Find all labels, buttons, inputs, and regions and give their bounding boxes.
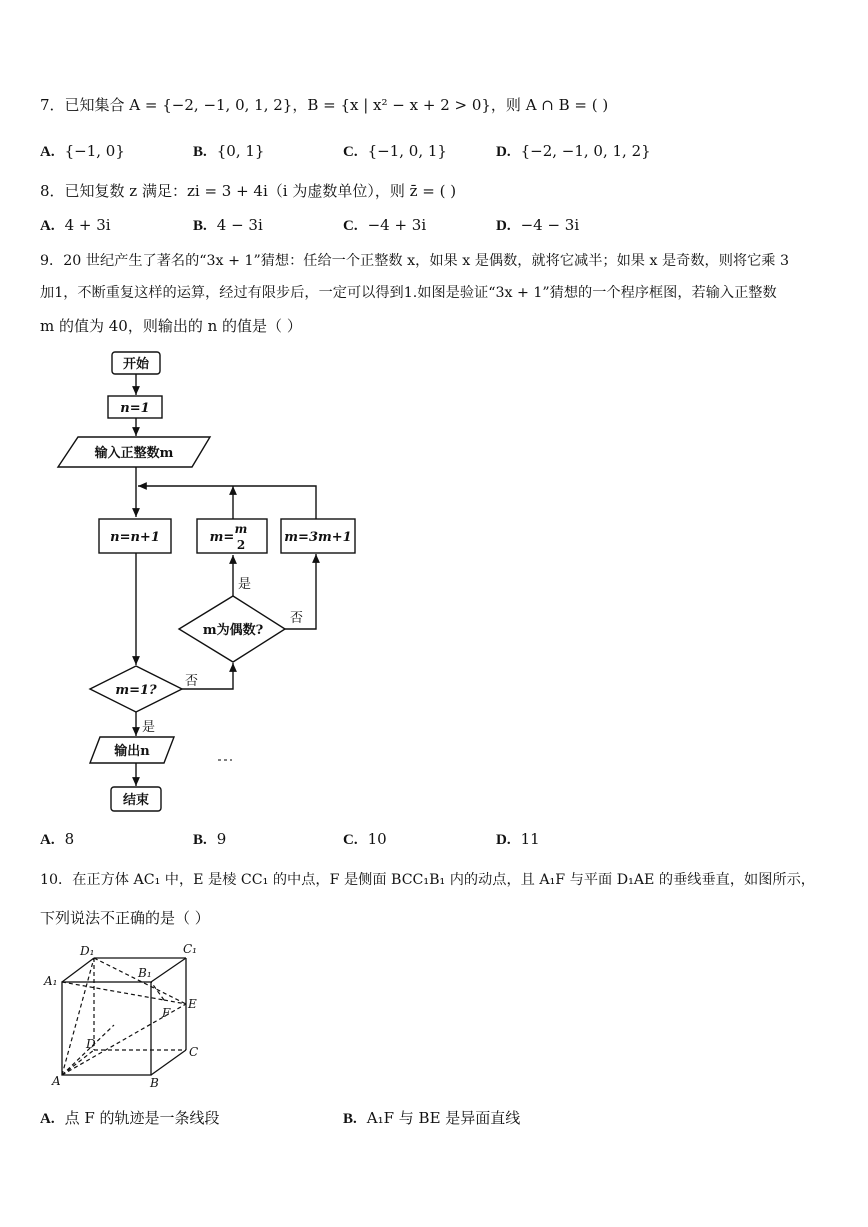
cube-label-a: A (52, 1074, 61, 1088)
flow-triple-label: m=3m+1 (284, 530, 352, 545)
q10-cube-figure (0, 935, 220, 1090)
flow-output-label: 输出n (114, 744, 150, 759)
cube-label-d1: D₁ (80, 944, 95, 958)
q10-stem-line1: 10．在正方体 AC₁ 中，E 是棱 CC₁ 的中点，F 是侧面 BCC₁B₁ 内的动点，且 A₁F 与平面 D₁AE 的垂线垂直，如图所示， (40, 872, 815, 888)
q10-option-a: A. 点 F 的轨迹是一条线段 (40, 1109, 220, 1127)
q8-option-d: D. −4 − 3i (496, 216, 580, 234)
q7-option-a: A. {−1, 0} (40, 142, 125, 160)
flow-init-label: n=1 (120, 401, 150, 416)
flow-no-even: 否 (290, 611, 304, 626)
cube-label-f: F (162, 1006, 171, 1020)
flow-yes-one: 是 (142, 720, 156, 735)
cube-label-a1: A₁ (44, 974, 58, 988)
q9-flowchart (0, 340, 400, 830)
flow-input-label: 输入正整数m (94, 446, 174, 461)
flow-start-label: 开始 (122, 357, 150, 372)
q9-option-a: A. 8 (40, 830, 75, 848)
cube-label-c1: C₁ (183, 942, 197, 956)
q7-option-c: C. {−1, 0, 1} (343, 142, 447, 160)
q9-option-c: C. 10 (343, 830, 387, 848)
flow-half-lhs: m= (209, 530, 235, 545)
q8-option-a: A. 4 + 3i (40, 216, 111, 234)
flow-even-label: m为偶数? (202, 623, 264, 638)
q7-stem: 7．已知集合 A = {−2, −1, 0, 1, 2}，B = {x | x² − x + 2 > 0}，则 A ∩ B = ( ) (40, 96, 609, 114)
cube-label-d: D (86, 1037, 96, 1051)
q9-stem-line2: 加1，不断重复这样的运算，经过有限步后，一定可以得到1.如图是验证“3x + 1”猜想的一个程序框图，若输入正整数 (40, 285, 777, 301)
cube-label-e: E (188, 997, 197, 1011)
q8-option-c: C. −4 + 3i (343, 216, 427, 234)
flow-one-label: m=1? (115, 683, 157, 698)
q10-stem-line2: 下列说法不正确的是（ ） (40, 909, 210, 927)
flow-inc-label: n=n+1 (110, 530, 160, 545)
cube-label-b1: B₁ (138, 966, 152, 980)
q8-stem: 8．已知复数 z 满足：zi = 3 + 4i（i 为虚数单位），则 z̄ = ( ) (40, 182, 457, 200)
cube-label-c: C (189, 1045, 199, 1059)
flow-end-label: 结束 (122, 793, 150, 808)
q7-option-b: B. {0, 1} (193, 142, 265, 160)
q10-option-b: B. A₁F 与 BE 是异面直线 (343, 1109, 521, 1127)
q9-stem-line1: 9．20 世纪产生了著名的“3x + 1”猜想：任给一个正整数 x，如果 x 是偶数，就将它减半；如果 x 是奇数，则将它乘 3 (40, 253, 790, 269)
flow-half-num: m (234, 522, 248, 536)
flow-no-one: 否 (185, 674, 199, 689)
q9-option-b: B. 9 (193, 830, 227, 848)
cube-label-b: B (150, 1076, 159, 1090)
q8-option-b: B. 4 − 3i (193, 216, 263, 234)
q9-stem-line3: m 的值为 40，则输出的 n 的值是（ ） (40, 317, 302, 335)
flow-half-den: 2 (236, 538, 246, 552)
flow-yes-even: 是 (238, 577, 252, 592)
q7-option-d: D. {−2, −1, 0, 1, 2} (496, 142, 651, 160)
q9-option-d: D. 11 (496, 830, 540, 848)
